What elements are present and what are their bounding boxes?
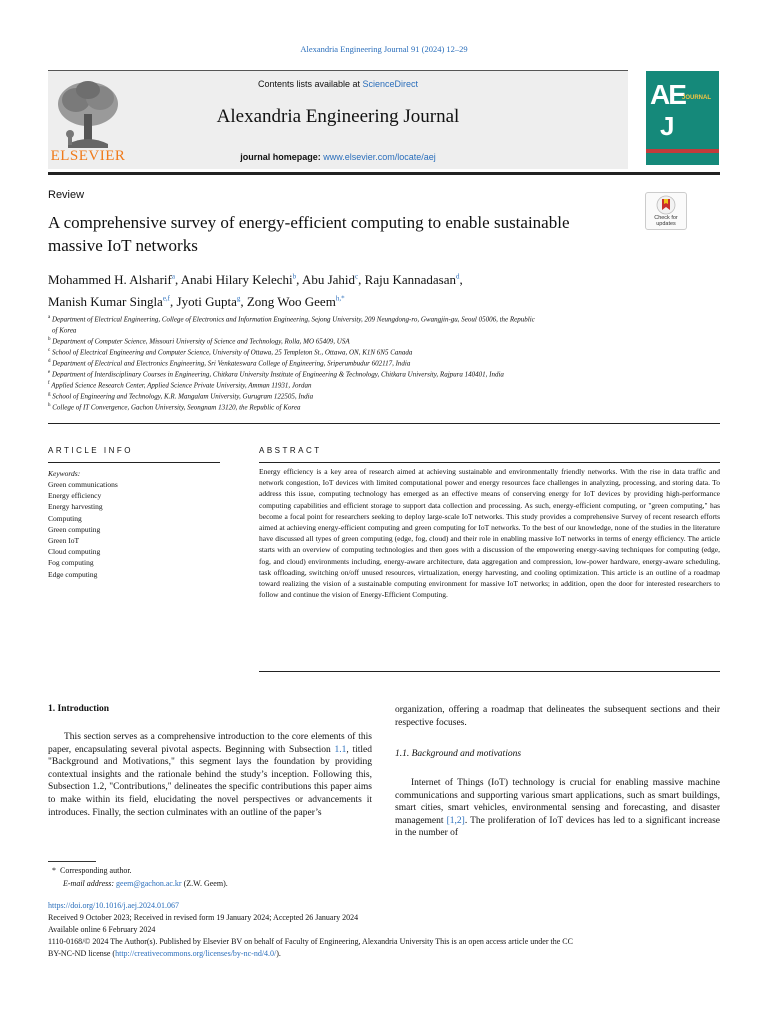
abstract-sub-rule (259, 462, 720, 463)
affiliation-text: Department of Interdisciplinary Courses in Engineering, Chitkara University Institute of Engineering & Technology, Chitkara University, Rajpura 140401, India (51, 370, 504, 379)
intro-paragraph-1 (48, 731, 372, 819)
keyword-item: Computing (48, 513, 82, 523)
cover-journal-word: JOURNAL (682, 95, 712, 101)
intro-para1-text-a: This section serves as a comprehensive introduction to the core elements of this paper, encapsulating several pivotal aspects. Beginning with Subsection (48, 732, 372, 755)
abstract-heading: ABSTRACT (259, 446, 322, 455)
intro-para1-text-b: , titled "Background and Motivations," this segment lays the foundation by providing contextual insights and the rationale behind the study’s inception. Following this, Subsection 1.2, "Contributions," delineates the specific contributions this paper aims to make within its field, elucidating the novel perspectives or advancements it introduces. Finally, the section culminates with an outline of the paper’s (48, 744, 372, 818)
contents-line (48, 79, 628, 89)
affiliation-mark: a (48, 315, 51, 320)
email-label: E-mail address: (63, 879, 115, 888)
affiliation (48, 313, 648, 324)
author-entry (177, 294, 247, 309)
asterisk-mark: * (52, 866, 60, 875)
affiliation-text: College of IT Convergence, Gachon University, Seongnam 13120, the Republic of Korea (52, 403, 301, 412)
author-separator: , (170, 293, 177, 309)
homepage-line (48, 152, 628, 162)
cover-mark-j: J (660, 111, 675, 141)
affiliation (48, 357, 648, 368)
affiliation-text: Department of Computer Science, Missouri University of Science and Technology, Rolla, MO 65409, USA (52, 337, 350, 346)
contents-prefix: Contents lists available at (257, 79, 363, 89)
check-for-updates-label: Check for updates (654, 215, 678, 227)
affiliation-mark: e (48, 370, 51, 375)
affiliation-text: School of Engineering and Technology, K.R. Mangalam University, Gurugram 122505, India (52, 392, 314, 401)
author-separator: , (174, 272, 181, 288)
keyword-item: Edge computing (48, 569, 98, 579)
author-name[interactable]: Anabi Hilary Kelechi (180, 272, 293, 288)
affiliation (48, 368, 648, 379)
author-entry (365, 272, 463, 287)
author-list (48, 268, 668, 311)
author-name[interactable]: Abu Jahid (301, 272, 356, 288)
affiliation-text: Department of Electrical and Electronics Engineering, Sri Venkateswara College of Engineering, Sriperumbudur 602117, India (52, 359, 411, 368)
journal-cover-image[interactable] (646, 71, 719, 165)
doi-link[interactable] (48, 900, 720, 911)
author-entry (181, 272, 302, 287)
running-head[interactable]: Alexandria Engineering Journal 91 (2024) 12–29 (300, 44, 468, 54)
author-entry (48, 294, 177, 309)
author-entry (48, 272, 181, 287)
affiliation-mark: f (48, 381, 50, 386)
check-for-updates-badge[interactable] (645, 192, 687, 230)
keywords-label: Keywords: (48, 469, 81, 478)
keyword-item: Energy efficiency (48, 491, 102, 501)
author-separator: , (358, 272, 365, 288)
affiliation-text: of Korea (52, 326, 77, 335)
bookmark-icon (656, 195, 676, 215)
article-title: A comprehensive survey of energy-efficient computing to enable sustainable massive IoT networks (48, 213, 570, 255)
keyword-item: Green IoT (48, 536, 80, 545)
copyright-text-c: ). (276, 949, 281, 958)
cover-strip (646, 149, 719, 153)
keyword-item: Energy harvesting (48, 502, 103, 512)
author-affiliation-mark[interactable]: e,f (162, 294, 171, 303)
email-suffix: (Z.W. Geem). (181, 879, 228, 888)
author-affiliation-mark[interactable]: h,* (335, 294, 345, 303)
author-name[interactable]: Manish Kumar Singla (48, 293, 163, 309)
affiliation-text: School of Electrical Engineering and Computer Science, University of Ottawa, 25 Templeton St., Ottawa, ON, K1N 6N5 Canada (51, 348, 413, 357)
intro-para3-text-a: Internet of Things (IoT) technology is crucial for enabling massive machine communications and supporting various smart applications, such as smart buildings, smart cities, smart vehicles, environmental sensing and forecasting, and disaster management (395, 778, 720, 826)
homepage-prefix: journal homepage: (240, 152, 324, 162)
author-name[interactable]: Jyoti Gupta (176, 293, 237, 309)
info-sub-rule (48, 462, 220, 463)
affiliation-mark: h (48, 403, 51, 408)
keyword-item: Fog computing (48, 558, 94, 568)
keyword-item: Cloud computing (48, 547, 101, 557)
author-affiliation-mark[interactable]: a (171, 273, 175, 281)
cover-mark-ae: AE (650, 79, 685, 110)
sciencedirect-link[interactable]: ScienceDirect (362, 79, 419, 89)
author-name[interactable]: Zong Woo Geem (246, 293, 336, 309)
author-entry (247, 294, 345, 309)
affiliation-text: Department of Electrical Engineering, College of Electronics and Information Engineering, Sejong University, 209 Neungdong-ro, Gwangjin-gu, Seoul 05006, the Republic (51, 315, 535, 324)
doi-text[interactable]: https://doi.org/10.1016/j.aej.2024.01.067 (48, 901, 179, 910)
author-affiliation-mark[interactable]: b (292, 273, 297, 281)
author-entry (302, 272, 365, 287)
article-info-heading: ARTICLE INFO (48, 446, 133, 455)
copyright-text-b: BY-NC-ND license ( (48, 949, 116, 958)
author-affiliation-mark[interactable]: g (236, 294, 241, 303)
author-email-link[interactable]: geem@gachon.ac.kr (116, 879, 182, 888)
author-affiliation-mark[interactable]: d (456, 273, 460, 281)
affiliation-text: Applied Science Research Center, Applied Science Private University, Amman 11931, Jordan (51, 381, 312, 390)
abstract-bottom-rule (259, 671, 720, 672)
article-type: Review (48, 189, 85, 201)
intro-para3-text-b: . The proliferation of IoT devices has led to a significant increase in the number of (395, 815, 720, 839)
keyword-item: Green computing (48, 524, 101, 534)
available-online: Available online 6 February 2024 (48, 925, 156, 934)
affiliation (48, 401, 648, 412)
affiliation-mark: d (48, 359, 51, 364)
homepage-link[interactable]: www.elsevier.com/locate/aej (323, 152, 436, 162)
affiliation-mark: g (48, 392, 51, 397)
affiliation (48, 379, 648, 390)
author-separator: , (459, 272, 463, 288)
intro-paragraph-2: organization, offering a roadmap that delineates the subsequent sections and their respective focuses. (395, 705, 720, 728)
author-separator: , (240, 293, 247, 309)
abstract-text: Energy efficiency is a key area of research aimed at achieving sustainable and environmentally friendly networks. With the rise in data traffic and network congestion, IoT devices with limited computational power and energy resources face challenges in analyzing, processing, and storing data. To address this issue, computing technology has emerged as an effective means of conserving energy for IoT devices by providing high-performance computing capabilities and efficient storage to support data collection and processing. As such, energy-efficient computing, or "green computing," has become a focal point for researchers seeking to deploy large-scale IoT networks. This study provides a comprehensive Survey of recent research efforts aimed at achieving energy-efficient computing and green computing for IoT networks. To the best of our knowledge, none of the studies in the literature have discussed all types of green computing (edge, fog, cloud) and their role in enabling massive IoT networks in terms of energy efficiency. The article starts with an overview of computing technologies and then goes with a discussion of the empowering energy-saving techniques for computing (edge, fog, and cloud) environments including, energy-aware architecture, data aggregation and compression, low-power hardware, energy-aware scheduling, task offloading, switching on/off unused resources, virtualization, energy harvesting, and cooling optimization. This article is an outline of a roadmap toward realizing the vision of a sustainable computing environment for massive IoT networks; in addition, open the door for interested researchers to follow and continue the vision of Energy-Efficient Computing. (259, 467, 720, 600)
email-line (63, 879, 228, 888)
section-heading-introduction: 1. Introduction (48, 704, 110, 714)
copyright-line-1: 1110-0168/© 2024 The Author(s). Published by Elsevier BV on behalf of Faculty of Engineering, Alexandria University This is an open access article under the CC (48, 937, 573, 946)
affiliation (48, 390, 648, 401)
corresponding-author-note (52, 866, 132, 875)
copyright-line-2 (48, 948, 720, 959)
elsevier-wordmark: ELSEVIER (50, 148, 126, 164)
journal-title: Alexandria Engineering Journal (216, 106, 460, 127)
affiliation-mark: b (48, 337, 51, 342)
intro-paragraph-3 (395, 777, 720, 840)
subsection-heading-background: 1.1. Background and motivations (395, 749, 522, 759)
affiliation (48, 346, 648, 357)
author-separator: , (296, 272, 302, 288)
affiliation (48, 335, 648, 346)
reference-link-1-2[interactable]: [1,2] (446, 815, 465, 826)
corresponding-author-text: Corresponding author. (60, 866, 132, 875)
license-link[interactable]: http://creativecommons.org/licenses/by-nc-nd/4.0/ (115, 949, 277, 958)
keyword-item: Green communications (48, 480, 118, 489)
author-affiliation-mark[interactable]: c (355, 273, 359, 281)
affiliation-mark: c (48, 348, 51, 353)
footnote-rule (48, 861, 96, 862)
masthead-rule (48, 172, 720, 175)
author-name[interactable]: Raju Kannadasan (364, 272, 456, 288)
info-top-rule (48, 423, 720, 424)
subsection-1-1-link[interactable]: 1.1 (334, 744, 347, 755)
author-name[interactable]: Mohammed H. Alsharif (48, 272, 172, 288)
received-dates: Received 9 October 2023; Received in revised form 19 January 2024; Accepted 26 January 2024 (48, 913, 359, 922)
affiliation (48, 324, 652, 335)
